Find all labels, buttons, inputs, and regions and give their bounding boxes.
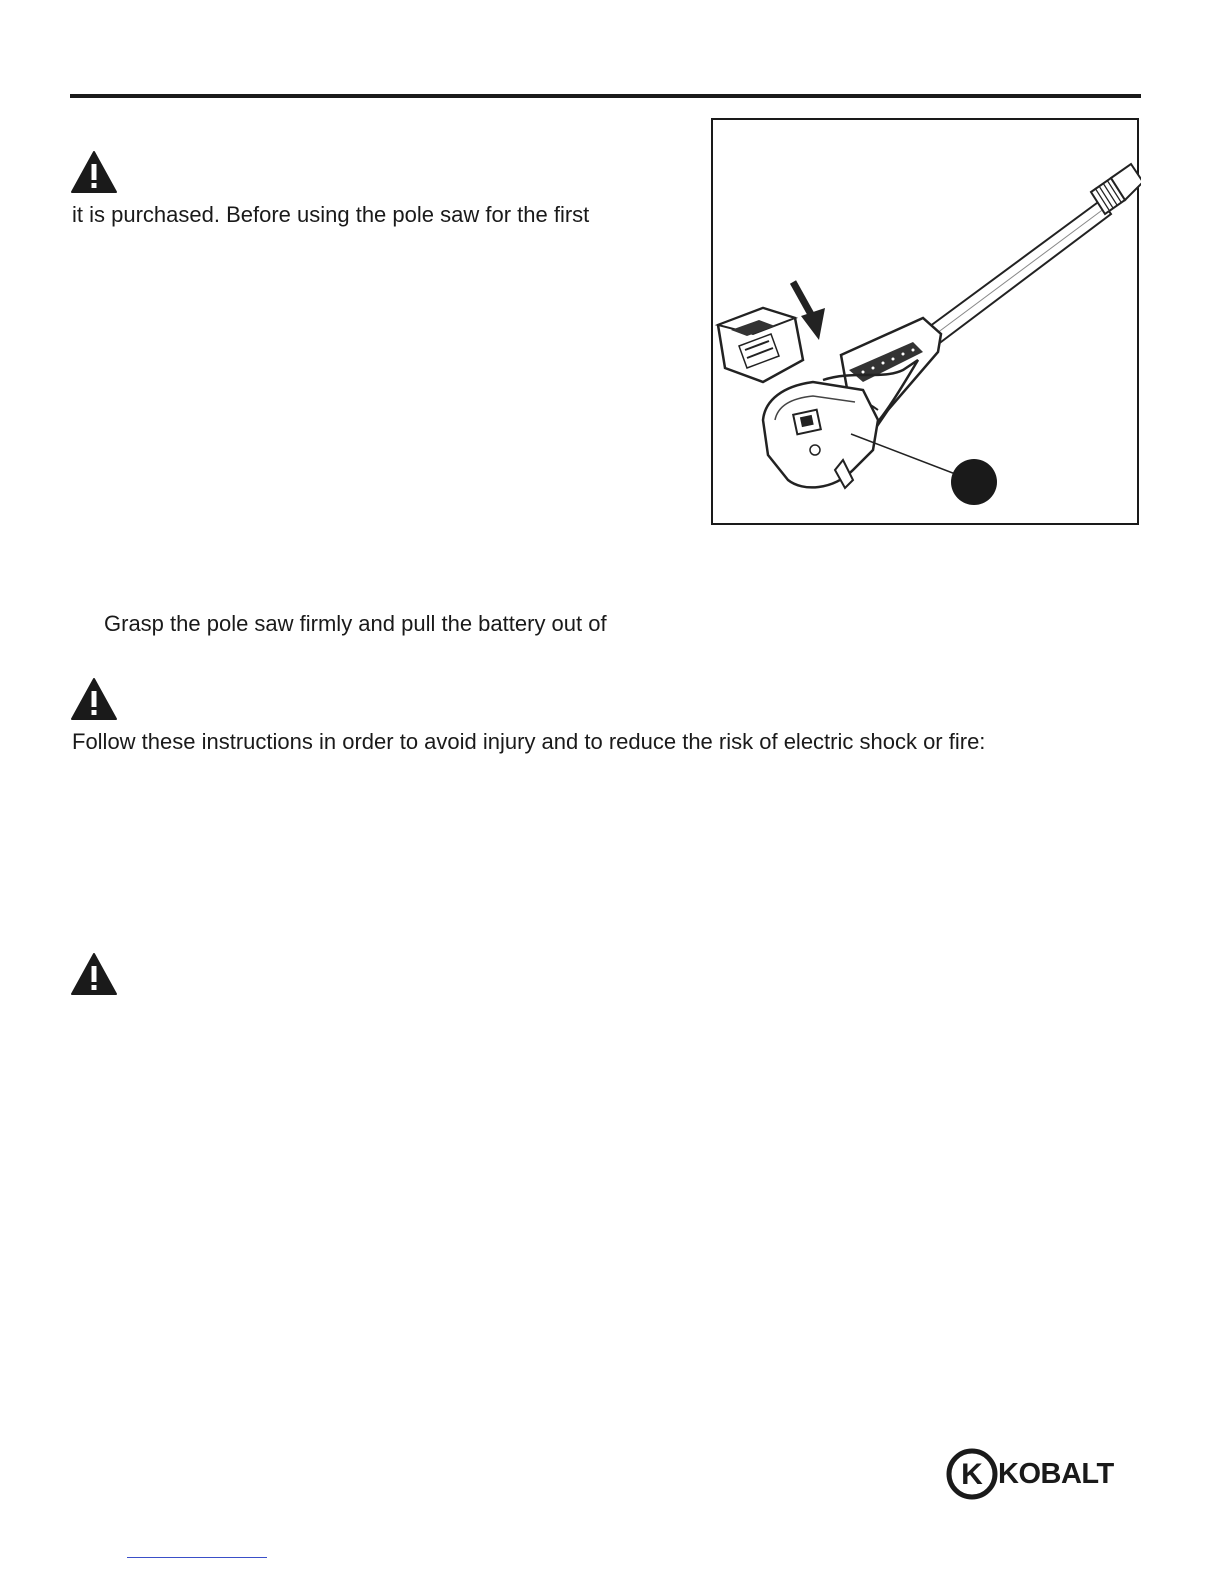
battery-insertion-figure xyxy=(711,118,1139,525)
brand-name: KOBALT xyxy=(998,1458,1114,1490)
body-text-line: Follow these instructions in order to avoid injury and to reduce the risk of electric shock or fire: xyxy=(72,729,986,754)
body-text-line: it is purchased. Before using the pole saw for the first xyxy=(72,202,590,227)
svg-text:K: K xyxy=(961,1458,983,1491)
footer-link-underline xyxy=(127,1557,267,1558)
pole-saw-illustration xyxy=(713,120,1141,527)
warning-triangle-icon xyxy=(70,150,118,194)
warning-triangle-icon xyxy=(70,677,118,721)
warning-triangle-icon xyxy=(70,952,118,996)
body-text-line: Grasp the pole saw firmly and pull the battery out of xyxy=(104,611,607,636)
header-rule xyxy=(70,94,1141,98)
kobalt-logo xyxy=(946,1448,1146,1500)
